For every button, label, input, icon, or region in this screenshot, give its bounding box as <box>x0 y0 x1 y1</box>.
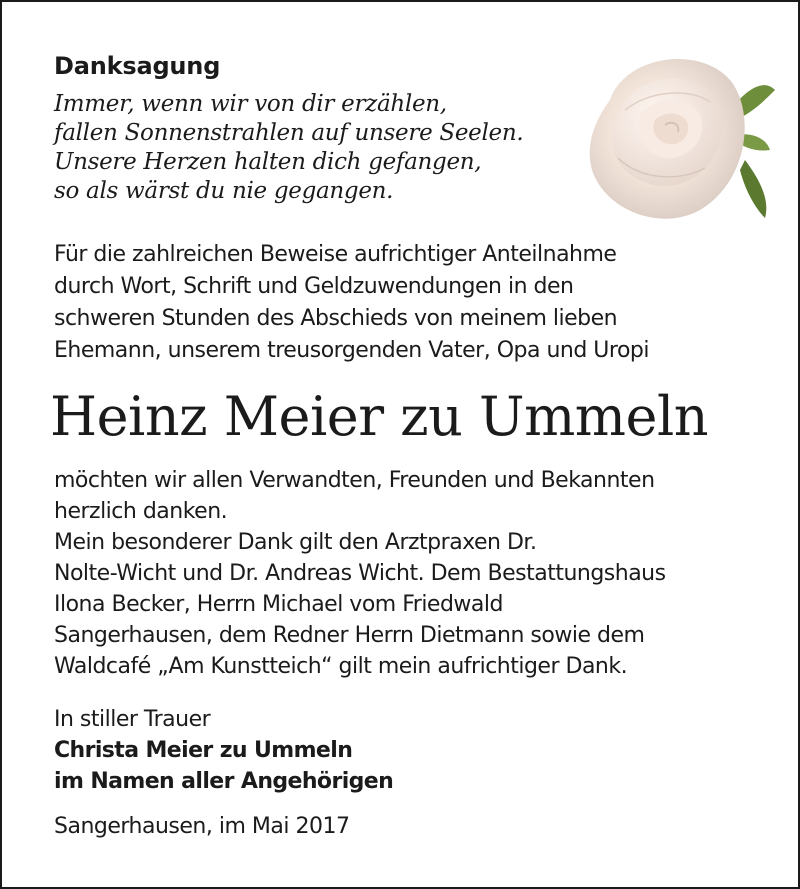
thanks-line: Ilona Becker, Herrn Michael vom Friedwald <box>54 592 503 617</box>
thanks-line: möchten wir allen Verwandten, Freunden und Bekannten <box>54 468 655 493</box>
closing-phrase: In stiller Trauer <box>54 707 211 732</box>
poem-line: Immer, wenn wir von dir erzählen, <box>54 91 447 117</box>
intro-line: durch Wort, Schrift und Geldzuwendungen in den <box>54 274 574 299</box>
poem-line: fallen Sonnenstrahlen auf unsere Seelen. <box>54 120 524 146</box>
intro-text <box>54 239 764 367</box>
notice-heading: Danksagung <box>54 52 221 80</box>
poem <box>54 90 614 206</box>
thanks-line: Mein besonderer Dank gilt den Arztpraxen Dr. <box>54 530 537 555</box>
thanks-line: Nolte-Wicht und Dr. Andreas Wicht. Dem Bestattungshaus <box>54 561 666 586</box>
thanks-text <box>54 465 784 682</box>
thanks-line: herzlich danken. <box>54 499 228 524</box>
place-date: Sangerhausen, im Mai 2017 <box>54 814 350 839</box>
signer-note: im Namen aller Angehörigen <box>54 769 394 794</box>
poem-line: Unsere Herzen halten dich gefangen, <box>54 149 482 175</box>
signer-name: Christa Meier zu Ummeln <box>54 738 353 763</box>
intro-line: Ehemann, unserem treusorgenden Vater, Opa und Uropi <box>54 338 650 363</box>
intro-line: schweren Stunden des Abschieds von meinem lieben <box>54 306 618 331</box>
thanks-line: Waldcafé „Am Kunstteich“ gilt mein aufrichtiger Dank. <box>54 654 628 679</box>
closing-block <box>54 704 754 797</box>
poem-line: so als wärst du nie gegangen. <box>54 178 394 204</box>
deceased-name: Heinz Meier zu Ummeln <box>50 385 708 448</box>
thanks-line: Sangerhausen, dem Redner Herrn Dietmann sowie dem <box>54 623 645 648</box>
white-rose-image <box>580 40 785 226</box>
intro-line: Für die zahlreichen Beweise aufrichtiger Anteilnahme <box>54 242 617 267</box>
